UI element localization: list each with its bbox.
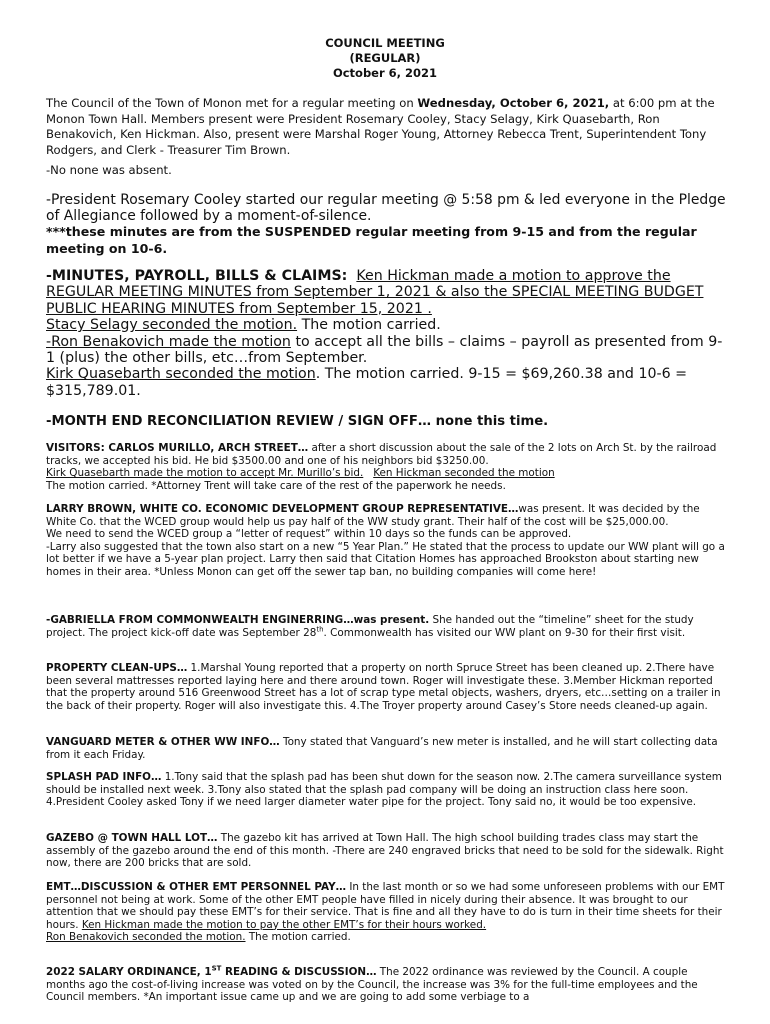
minutes-carried: The motion carried. bbox=[297, 317, 441, 334]
minutes-second: Stacy Selagy seconded the motion. bbox=[46, 317, 298, 334]
splash-text: 1.Tony said that the splash pad has been shut down for the season now. 2.The camera surveillance system should be installed next week. 3.Tony also stated that the splash pad company will be doing an instruction class here soon. 4.President Cooley asked Tony if we need larger diameter water pipe for the project. Tony said no, it would be too expensive. bbox=[46, 771, 722, 809]
larry-text-2: We need to send the WCED group a “letter of request” within 10 days so the funds can be approved. bbox=[46, 528, 572, 541]
emt-heading: EMT…DISCUSSION & OTHER EMT PERSONNEL PAY… bbox=[46, 881, 347, 893]
intro-attendance: at 6:00 pm at the Monon Town Hall. Members present were President Rosemary Cooley, Stacy Selagy, Kirk Quasebarth, Ron Benakovich, Ken Hickman. Also, present were Marshal Roger Young, Attorney Rebecca Trent, Superintendent Tony Rodgers, and Clerk - Treasurer Tim Brown. bbox=[46, 96, 715, 157]
visitors-carried: The motion carried. *Attorney Trent will take care of the rest of the paperwork he needs. bbox=[46, 479, 506, 492]
suspended-note: ***these minutes are from the SUSPENDED regular meeting from 9-15 and from the regular meeting on 10-6. bbox=[46, 224, 697, 256]
minutes-heading: -MINUTES, PAYROLL, BILLS & CLAIMS: bbox=[46, 268, 348, 284]
property-text: 1.Marshal Young reported that a property on north Spruce Street has been cleaned up. 2.There have been several mattresses reported laying here and there around town. Roger will investigate these. 3.Member Hickman reported that the property around 516 Greenwood Street has a lot of scrap type metal objects, washers, dryers, etc…setting on a trailer in the back of their property. Roger will also investigate this. 4.The Troyer property around Casey’s Store needs cleaned-up again. bbox=[46, 662, 721, 712]
vanguard-text: Tony stated that Vanguard’s new meter is installed, and he will start collecting data from it each Friday. bbox=[46, 736, 718, 761]
salary-heading-sup: ST bbox=[211, 964, 222, 973]
title-line-2: (REGULAR) bbox=[349, 51, 421, 65]
bills-motion: -Ron Benakovich made the motion bbox=[46, 333, 291, 350]
visitors-motion: Kirk Quasebarth made the motion to accept Mr. Murillo’s bid. bbox=[46, 467, 364, 480]
bills-motion-text: to accept all the bills – claims – payroll as presented from 9-1 (plus) the other bills, etc…from September. bbox=[46, 333, 723, 367]
intro-paragraph bbox=[46, 96, 722, 158]
gazebo-section bbox=[46, 832, 726, 870]
gazebo-heading: GAZEBO @ TOWN HALL LOT… bbox=[46, 832, 218, 844]
larry-heading: LARRY BROWN, WHITE CO. ECONOMIC DEVELOPMENT GROUP REPRESENTATIVE… bbox=[46, 503, 519, 515]
opening-paragraph bbox=[46, 192, 726, 257]
larry-text-3: -Larry also suggested that the town also start on a new “5 Year Plan.” He stated that the process to update our WW plant will go a lot better if we have a 5-year plan project. Larry then said that Citation Homes has approached Brookston about starting new homes in their area. *Unless Monon can get off the sewer tap ban, no building companies will come here! bbox=[46, 540, 725, 578]
salary-heading bbox=[46, 966, 377, 978]
salary-heading-text: 2022 SALARY ORDINANCE, 1 bbox=[46, 966, 212, 978]
emt-second: Ron Benakovich seconded the motion. bbox=[46, 931, 246, 944]
bills-carried: . The motion carried. 9-15 = $69,260.38 and 10-6 = $315,789.01. bbox=[46, 366, 688, 399]
emt-motion: Ken Hickman made the motion to pay the other EMT’s for their hours worked. bbox=[81, 918, 487, 931]
meeting-weekday-date: Wednesday, October 6, 2021, bbox=[417, 96, 610, 110]
gabriella-text-1: She handed out the “timeline” sheet for the study project. The project kick-off date was September 28 bbox=[46, 614, 694, 639]
visitors-text: after a short discussion about the sale of the 2 lots on Arch St. by the railroad tracks, we accepted his bid. He bid $3500.00 and one of his neighbors bid $3250.00. bbox=[46, 442, 717, 467]
vanguard-heading: VANGUARD METER & OTHER WW INFO… bbox=[46, 736, 280, 748]
visitors-section bbox=[46, 442, 726, 492]
gabriella-sup: th bbox=[316, 625, 324, 634]
emt-carried: The motion carried. bbox=[245, 931, 351, 944]
visitors-heading: VISITORS: CARLOS MURILLO, ARCH STREET… bbox=[46, 442, 309, 454]
property-heading: PROPERTY CLEAN-UPS… bbox=[46, 662, 188, 674]
opening-text: -President Rosemary Cooley started our regular meeting @ 5:58 pm & led everyone in the Pledge of Allegiance followed by a moment-of-silence. bbox=[46, 192, 726, 225]
minutes-motion: Ken Hickman made a motion to approve the REGULAR MEETING MINUTES from September 1, 2021 & also the SPECIAL MEETING BUDGET PUBLIC HEARING MINUTES from September 15, 2021 . bbox=[46, 268, 704, 317]
intro-text: The Council of the Town of Monon met for a regular meeting on bbox=[46, 96, 418, 110]
gabriella-text-2: . Commonwealth has visited our WW plant on 9-30 for their first visit. bbox=[323, 626, 686, 639]
visitors-second: Ken Hickman seconded the motion bbox=[373, 467, 555, 480]
title-line-1: COUNCIL MEETING bbox=[325, 36, 445, 50]
property-section bbox=[46, 662, 726, 712]
splash-heading: SPLASH PAD INFO… bbox=[46, 771, 162, 783]
larry-section bbox=[46, 503, 726, 579]
emt-section bbox=[46, 881, 726, 944]
salary-section bbox=[46, 966, 726, 1004]
salary-heading-text-2: READING & DISCUSSION… bbox=[221, 966, 377, 978]
vanguard-section bbox=[46, 736, 726, 761]
meeting-date: October 6, 2021 bbox=[332, 66, 438, 80]
minutes-section bbox=[46, 268, 726, 399]
absent-note: -No none was absent. bbox=[46, 163, 172, 177]
emt-text: In the last month or so we had some unforeseen problems with our EMT personnel not being at work. Some of the other EMT people have filled in nicely during their absence. It was brought to our attention that we should pay these EMT’s for their service. That is fine and all they have to do is turn in their time sheets for their hours. bbox=[46, 881, 725, 931]
gabriella-heading: -GABRIELLA FROM COMMONWEALTH ENGINERRING…was present. bbox=[46, 614, 430, 626]
splash-section bbox=[46, 771, 726, 809]
salary-text: The 2022 ordinance was reviewed by the Council. A couple months ago the cost-of-living increase was voted on by the Council, the increase was 3% for the full-time employees and the Council members. *An important issue came up and we are going to add some verbiage to a bbox=[46, 966, 698, 1004]
gazebo-text: The gazebo kit has arrived at Town Hall. The high school building trades class may start the assembly of the gazebo around the end of this month. -There are 240 engraved bricks that need to be sold for the sidewalk. Right now, there are 200 bricks that are sold. bbox=[46, 832, 724, 870]
reconciliation-heading: -MONTH END RECONCILIATION REVIEW / SIGN OFF… none this time. bbox=[46, 414, 549, 429]
gabriella-section bbox=[46, 614, 726, 639]
larry-text-1: was present. It was decided by the White Co. that the WCED group would help us pay half of the WW study grant. Their half of the cost will be $25,000.00. bbox=[46, 503, 700, 528]
bills-second: Kirk Quasebarth seconded the motion bbox=[46, 366, 316, 383]
meeting-title bbox=[0, 36, 770, 80]
